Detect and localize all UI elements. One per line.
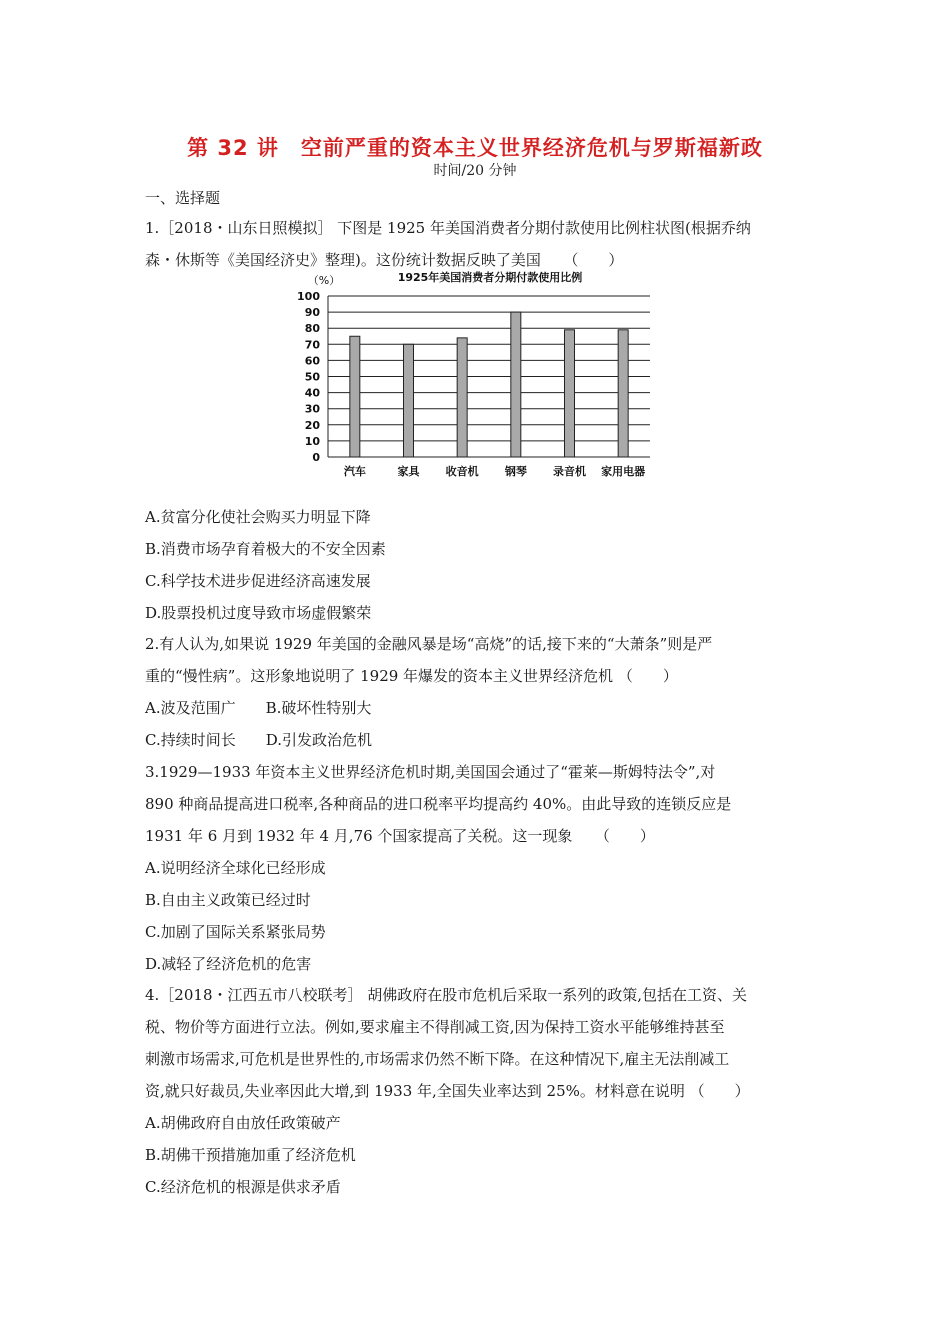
q3-option-d[interactable]: D.减轻了经济危机的危害 — [145, 955, 312, 973]
x-category-label: 汽车 — [343, 465, 366, 478]
q2-options-row1[interactable]: A.波及范围广 B.破坏性特别大 — [145, 699, 372, 717]
q1-option-b[interactable]: B.消费市场孕育着极大的不安全因素 — [145, 540, 386, 558]
q4-option-c[interactable]: C.经济危机的根源是供求矛盾 — [145, 1178, 341, 1196]
q2-options-row2[interactable]: C.持续时间长 D.引发政治危机 — [145, 731, 372, 749]
q4-stem-line4: 资,就只好裁员,失业率因此大增,到 1933 年,全国失业率达到 25%。材料意在说明 （ ） — [145, 1082, 750, 1100]
bar — [511, 312, 521, 457]
q3-stem-line1: 3.1929—1933 年资本主义世界经济危机时期,美国国会通过了“霍莱—斯姆特法令”,对 — [145, 763, 716, 781]
q1-option-a[interactable]: A.贫富分化使社会购买力明显下降 — [145, 508, 371, 526]
q3-option-b[interactable]: B.自由主义政策已经过时 — [145, 891, 311, 909]
q4-stem-line2: 税、物价等方面进行立法。例如,要求雇主不得削减工资,因为保持工资水平能够维持甚至 — [145, 1018, 725, 1036]
y-tick-label: 30 — [304, 402, 320, 416]
y-tick-label: 20 — [304, 418, 320, 432]
q2-stem-line1: 2.有人认为,如果说 1929 年美国的金融风暴是场“高烧”的话,接下来的“大萧条”则是严 — [145, 635, 713, 653]
q3-option-c[interactable]: C.加剧了国际关系紧张局势 — [145, 923, 326, 941]
q3-stem-line3: 1931 年 6 月到 1932 年 4 月,76 个国家提高了关税。这一现象 （ ） — [145, 827, 655, 845]
y-tick-label: 80 — [304, 322, 320, 336]
installment-bar-chart — [297, 268, 660, 483]
x-category-label: 家具 — [397, 465, 420, 478]
chart-svg — [297, 268, 660, 483]
q1-option-d[interactable]: D.股票投机过度导致市场虚假繁荣 — [145, 604, 372, 622]
q4-stem-line1: 4.［2018・江西五市八校联考］ 胡佛政府在股市危机后采取一系列的政策,包括在工资、关 — [145, 986, 748, 1004]
y-tick-label: 40 — [304, 386, 320, 400]
bar — [350, 336, 360, 457]
q3-stem-line2: 890 种商品提高进口税率,各种商品的进口税率平均提高约 40%。由此导致的连锁反应是 — [145, 795, 732, 813]
q2-stem-line2: 重的“慢性病”。这形象地说明了 1929 年爆发的资本主义世界经济危机 （ ） — [145, 667, 678, 685]
q3-option-a[interactable]: A.说明经济全球化已经形成 — [145, 859, 326, 877]
time-limit: 时间/20 分钟 — [433, 163, 517, 179]
bar — [457, 338, 467, 457]
x-category-label: 钢琴 — [504, 465, 527, 478]
bar — [618, 330, 628, 457]
y-tick-label: 50 — [304, 370, 320, 384]
bar — [565, 330, 575, 457]
page-title: 第 32 讲 空前严重的资本主义世界经济危机与罗斯福新政 — [187, 136, 763, 160]
x-category-label: 录音机 — [553, 465, 586, 478]
chart-y-unit: （%） — [307, 274, 341, 287]
q1-option-c[interactable]: C.科学技术进步促进经济高速发展 — [145, 572, 371, 590]
q4-option-b[interactable]: B.胡佛干预措施加重了经济危机 — [145, 1146, 356, 1164]
y-tick-label: 0 — [312, 451, 320, 464]
y-tick-label: 90 — [304, 306, 320, 320]
q1-stem-line1: 1.［2018・山东日照模拟］ 下图是 1925 年美国消费者分期付款使用比例柱状图(根据乔纳 — [145, 219, 751, 237]
q1-stem-line2: 森・休斯等《美国经济史》整理)。这份统计数据反映了美国 （ ） — [145, 251, 624, 269]
y-tick-label: 70 — [304, 338, 320, 352]
section-heading: 一、选择题 — [145, 189, 221, 207]
x-category-label: 家用电器 — [601, 465, 646, 478]
y-tick-label: 10 — [304, 434, 320, 448]
y-tick-label: 60 — [304, 354, 320, 368]
q4-option-a[interactable]: A.胡佛政府自由放任政策破产 — [145, 1114, 341, 1132]
y-tick-label: 100 — [297, 290, 320, 303]
x-category-label: 收音机 — [445, 465, 479, 478]
q4-stem-line3: 刺激市场需求,可危机是世界性的,市场需求仍然不断下降。在这种情况下,雇主无法削减工 — [145, 1050, 730, 1068]
bar — [404, 344, 414, 457]
chart-title: 1925年美国消费者分期付款使用比例 — [397, 271, 583, 284]
